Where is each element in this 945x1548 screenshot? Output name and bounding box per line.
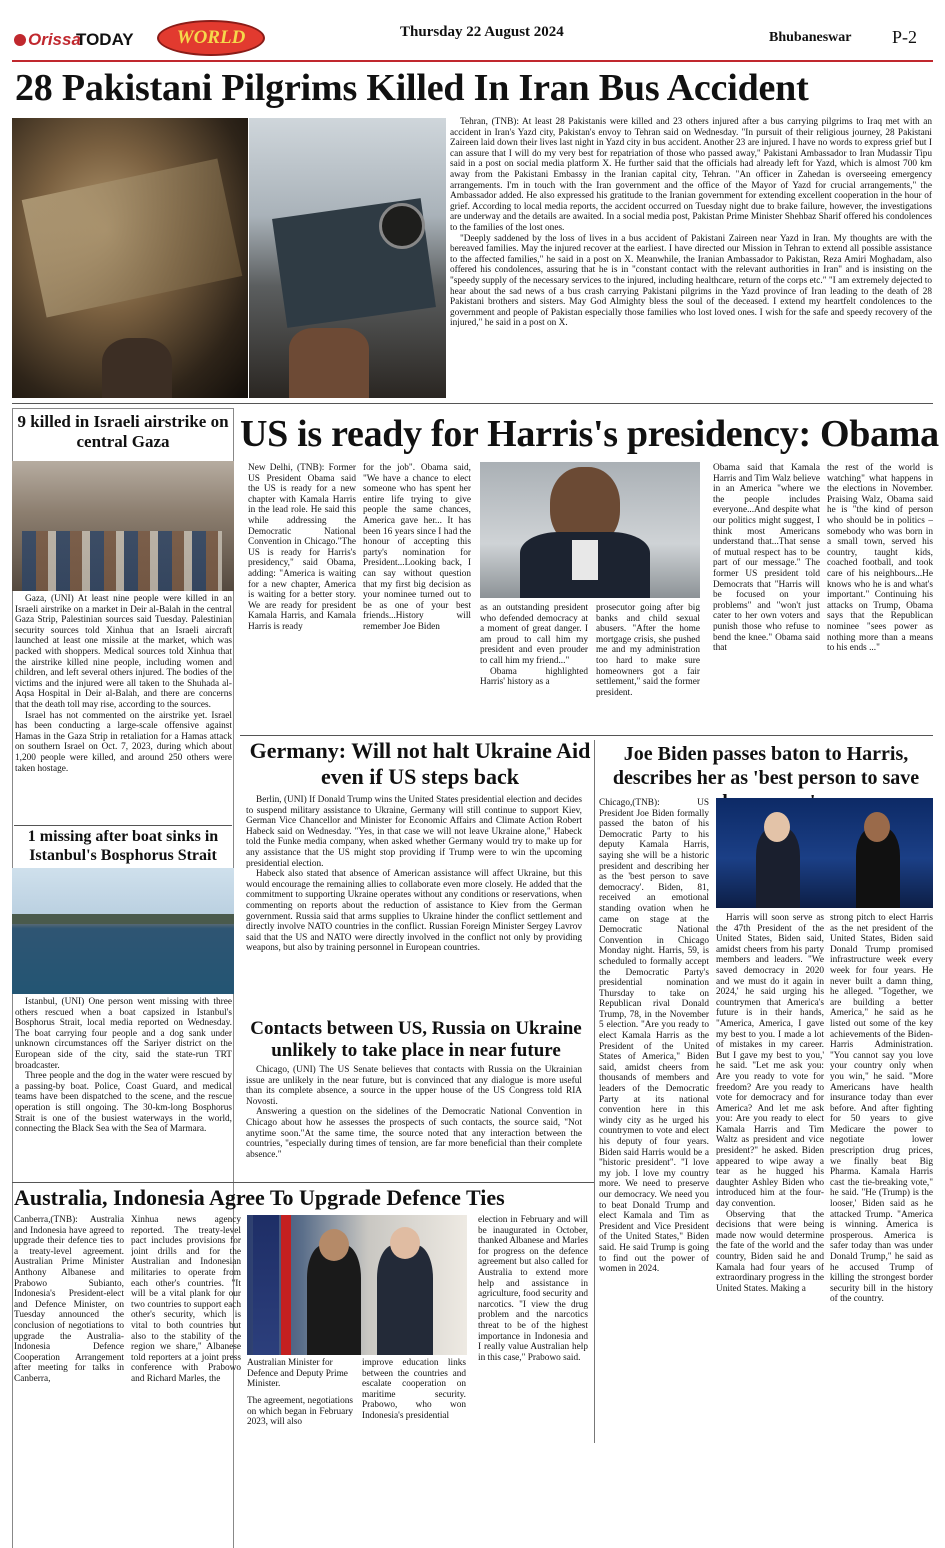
australia-col-2: Xinhua news agency reported. The treaty-level pact includes provisions for joint drills and for the Australian and Indonesian militaries to operate from each other's countries. "It will be a vital plank for our two countries to support each other's security, which is vital to both countries but also to the stability of the region we share," Albanese told reporters at a joint press conference with Prabowo and Richard Marles, the	[131, 1215, 241, 1384]
logo-globe-icon	[14, 34, 26, 46]
germany-headline: Germany: Will not halt Ukraine Aid even if US steps back	[249, 738, 591, 789]
biden-col-2-para-2: Observing that the decisions that were being made now would determine the fate of the world and the country, Biden said he and Kamala had four years of extraordinary progress in the United States. Making a	[716, 1209, 824, 1294]
logo-main: TODAY	[76, 30, 134, 49]
australia-headline: Australia, Indonesia Agree To Upgrade Defence Ties	[14, 1185, 505, 1210]
obama-col-1: New Delhi, (TNB): Former US President Obama said the US is ready for a new chapter with Kamala Harris in the lead role. He said this while addressing the Democratic National Convention in Chicago."The US is ready for Harris's presidency," said Obama, adding: "America is waiting for a new chapter, America is waiting for a better story. We are ready for president Kamala Harris, and Kamala Harris is ready	[248, 463, 356, 632]
obama-col-3-para-1: as an outstanding president who defended democracy at a moment of great danger. I am proud to call him my president and even prouder to call him my friend..."	[480, 603, 588, 666]
lead-body	[450, 117, 932, 399]
australia-rule	[12, 1182, 594, 1183]
australia-col-1: Canberra,(TNB): Australia and Indonesia have agreed to upgrade their defence ties to a treaty-level agreement. Australian Prime Minister Anthony Albanese and Prabowo Subianto, Indonesia's President-elect and Defence Minister, on Tuesday announced the conclusion of negotiations to upgrade the Australia-Indonesia Defence Cooperation Arrangement after meeting for talks in Canberra,	[14, 1215, 124, 1384]
logo	[14, 30, 149, 58]
lead-rule	[12, 403, 933, 404]
biden-headline: Joe Biden passes baton to Harris, describes her as 'best person to save	[612, 743, 920, 789]
contacts-paragraph-2: Answering a question on the sidelines of the Democratic National Convention in Chicago about how he assesses the prospects of such contacts, the source said, "Not anytime soon."At the same time, the source noted that any interaction between the countries, "especially during times of tension, are far more beneficial than their complete absence."	[246, 1107, 582, 1160]
australia-col-3: The agreement, negotiations on which began in February 2023, will also	[247, 1396, 353, 1428]
biden-col-2	[716, 913, 824, 1443]
obama-col-3-para-2: Obama highlighted Harris' history as a	[480, 666, 588, 688]
istanbul-paragraph-1: Istanbul, (UNI) One person went missing with three others rescued when a boat capsized in Istanbul's Bosphorus Strait, local media reported on Wednesday. The boat carrying four people and a dog sank under unknown circumstances off the Sariyer district on the European side of the city, said the state-run TRT broadcaster.	[15, 997, 232, 1071]
australia-col-5: election in February and will be inaugurated in October, thanked Albanese and Marles for progress on the defence agreement but also called for Australia to extend more help and assistance in agriculture, food security and narcotics. "I view the drug problem and the narcotics threat to be of the highest importance in Indonesia and I really value Australian help in this case," Prabowo said.	[478, 1215, 588, 1363]
obama-photo	[480, 462, 700, 598]
bosphorus-photo	[12, 868, 234, 994]
obama-rule	[240, 735, 933, 736]
obama-col-3	[480, 603, 588, 733]
biden-harris-photo	[716, 798, 933, 908]
albanese-prabowo-photo	[247, 1215, 467, 1355]
istanbul-headline: 1 missing after boat sinks in Istanbul's Bosphorus Strait	[27, 828, 219, 864]
germany-paragraph-2: Habeck also stated that absence of American assistance will affect Ukraine, but this would encourage the remaining allies to collaborate even more closely. He added that the commitment to supporting Ukraine operates without any conditions or reservations, when commenting on reports about the reduction of assistance to Kiev from the German government. Russia said that arms supplies to Ukraine hinder the conflict settlement and directly involve NATO countries in the conflict. Russian Foreign Minister Sergey Lavrov said that the US and NATO were directly involved in the conflict not only by providing weapons, but also by training personnel in European countries.	[246, 869, 582, 954]
biden-divider	[594, 740, 595, 1443]
obama-headline: US is ready for Harris's presidency: Obama	[240, 413, 939, 455]
australia-col-4: improve education links between the countries and escalate cooperation on maritime security. Prabowo, who won Indonesia's presidential	[362, 1358, 466, 1421]
istanbul-paragraph-2: Three people and the dog in the water were rescued by a passing-by boat. Police, Coast Guard, and medical teams have been dispatched to the scene, and the rescue operation is still ongoing. The 30-km-long Bosphorus Strait is one of the busiest waterways in the world, connecting the Black Sea with the Sea of Marmara.	[15, 1071, 232, 1135]
obama-col-6: the rest of the world is watching" what happens in the elections in November. Praising Walz, Obama said he is "the kind of person who should be in politics – somebody who was born in a small town, served his country, taught kids, coached football, and took care of his neighbours...He knows who he is and what's important." Continuing his attacks on Trump, Obama says that the Republican nominee "sees power as nothing more than a means to his ends ..."	[827, 463, 933, 654]
lead-paragraph-2: "Deeply saddened by the loss of lives in a bus accident of Pakistani Zaireen near Yazd in Iran. My thoughts are with the bereaved families. May the injured recover at the earliest. I have directed our Mission in Tehran to extend all possible assistance to the affected families," he said in a post on X. Meanwhile, the Iranian Ambassador to Pakistan, Reza Amiri Moghadam, also offered his condolences, assuring that he is in "constant contact with the relevant authorities in Iran" and is insisting on the "speedy supply of the necessary services to the injured, including healthcare, return of the corps etc." "I am extremely dejected to hear about the sad news of a bus crash carrying Pakistani pilgrims in the Yazd province of Iran leading to the death of 28 Pakistani brothers and sisters. May God Almighty bless the soul of the deceased. I extend my heartfelt condolences to the government and people of Pakistan especially those families who lost loved ones. I wish for the safe and speedy recovery of the injured," he said in a post on X.	[450, 233, 932, 329]
gaza-crowd-photo	[12, 461, 234, 591]
bus-wreck-photo-left	[12, 118, 248, 398]
obama-col-4: prosecutor going after big banks and child sexual abusers. "After the home mortgage crisis, she pushed me and my administration too hard to make sure homeowners got a fair settlement," said the former president.	[596, 603, 700, 698]
istanbul-rule	[14, 825, 232, 826]
lead-paragraph-1: Tehran, (TNB): At least 28 Pakistanis were killed and 23 others injured after a bus carrying pilgrims to Iraq met with an accident in Iran's Yazd city, Pakistan's envoy to Tehran said on Wednesday. "In pursuit of their religious journey, 28 Pakistani Zaireen laid down their lives last night in Yazd city in bus accident. Another 23 are injured. I have no words to express grief but I can assure that I will do my very best for repatriation of those who passed away," Pakistani Ambassador to Iran Mudassir Tipu said in a post on social media platform X. He further said that the officials had already left for Yazd, which is almost 700 km away from the Pakistani Embassy in the Iranian capital city, Tehran. "An officer in Zahedan is overseeing emergency arrangements. I'm in touch with the Iran government and the office of the Mayor of Yazd for crucial arrangements," the Ambassador added. He also expressed his gratitude to the Iranian government for extending excellent cooperation in the hour of grief. According to local media reports, the accident occurred on Tuesday night due to brake failure, however, the investigations are underway and the details are awaited. In a social media post, Pakistan Prime Minister Shehbaz Sharif offered his condolences to the families of the lost ones.	[450, 117, 932, 233]
section-badge	[157, 20, 265, 56]
section-label: WORLD	[176, 27, 246, 48]
germany-paragraph-1: Berlin, (UNI) If Donald Trump wins the United States presidential election and decides to suspend military assistance to Ukraine, Germany will still continue to support Kiev, German Vice Chancellor and Minister for Economic Affairs and Climate Action Robert Habeck said on Wednesday. "Yes, in that case we will not leave Ukraine alone," Habeck told the Funke media company, when asked whether Germany would try to make up for any assistance that the US might stop providing if Trump were to win the upcoming presidential election.	[246, 795, 582, 869]
obama-col-5: Obama said that Kamala Harris and Tim Walz believe in an America "where we the people includes everyone...And despite what our politics might suggest, I think most Americans understand that...That sense of mutual respect has to be part of our message." The former US president told Democrats that "Harris will be focused on your problems" and "won't just cater to her own voters and punish those who refuse to bend the knee." Obama said that	[713, 463, 820, 654]
gaza-paragraph-1: Gaza, (UNI) At least nine people were killed in an Israeli airstrike on a market in Deir al-Balah in the central Gaza Strip, Palestinian sources said Tuesday. Palestinian security sources told Xinhua that an Israeli aircraft launched at least one missile at the market, which was packed with shoppers. Medical sources told Xinhua that the airstrike killed nine people, including women and children, and left several others injured. The bodies of the victims and the injured were all taken to the Shuhada al-Aqsa Hospital in Deir al-Balah, and there are concerns that the death toll may rise, according to the sources.	[15, 594, 232, 710]
biden-col-3: strong pitch to elect Harris as the net president of the United States, Biden said Donald Trump promised infrastructure week every week for four years. He never built a damn thing, he alleged. "Together, we are building a better America," he said as he listed out some of the key achievements of the Biden-Harris Administration. "You cannot say you love your country only when you win," he said. "More Americans have health insurance today than ever before. And after fighting for 50 years to give Medicare the power to negotiate lower prescription drug prices, we finally beat Big Pharma. Kamala Harris cast the tie-breaking vote," he said. "He (Trump) is the looser,' Biden said as he attacked Trump. "America is winning. America is prosperous. America is safer today than was under Donald Trump," he said as he accused Trump of killing the strongest border security bill in the history of the country.	[830, 913, 933, 1305]
australia-photo-caption: Australian Minister for Defence and Deputy Prime Minister.	[247, 1358, 348, 1390]
biden-col-1: Chicago,(TNB): US President Joe Biden formally passed the baton of his Democratic Party to his deputy Kamala Harris, saying she will be a historic president and describing her as the 'best person to save democracy'. Biden, 81, received an emotional standing ovation when he came on stage at the Democratic National Convention in Chicago Monday night. Harris, 59, is scheduled to formally accept the Democratic Party's presidential nomination Thursday to take on Republican rival Donald Trump, 78, in the November 5 election. "Are you ready to elect Kamala Harris as the President of the United States of America," Biden said, amidst cheers from thousands of members and leaders of the Democratic Party at its national convention here in this windy city as he urged his countrymen to vote and elect his deputy of four years. Biden said Harris would be a "historic president". "I love my job. I love my country more. We need to preserve our democracy. We need you to beat Donald Trump and elect Kamala and Tim as President and Vice President of the United States," Biden said. He said Trump is going to find out the power of women in 2024.	[599, 798, 709, 1275]
obama-col-2: for the job". Obama said, "We have a chance to elect someone who has spent her entire life trying to give people the same chances, America gave her... It has been 16 years since I had the honour of accepting this party's nomination for President...Looking back, I can say without question that my first big decision as your nominee turned out to be as one of your best friends...History will remember Joe Biden	[363, 463, 471, 632]
lead-headline: 28 Pakistani Pilgrims Killed In Iran Bus Accident	[15, 67, 809, 109]
gaza-paragraph-2: Israel has not commented on the airstrike yet. Israel has been conducting a large-scale offensive against Hamas in the Gaza Strip in retaliation for a Hamas attack on southern Israel on Oct. 7, 2023, during which about 1,200 people were killed, and around 250 others were taken hostage.	[15, 710, 232, 774]
page-number: P-2	[892, 27, 918, 47]
biden-col-2-para-1: Harris will soon serve as the 47th President of the United States, Biden said, amidst cheers from his party members and leaders. "We saved democracy in 2020 and we must do it again in 2024,' he said urging his countrymen that America's future is in their hands, "America, America, I gave my best to you. I made a lot of mistakes in my career. But I gave my best to you,' he said. "Let me ask you: Are you ready to vote for freedom? Are you ready to vote for democracy and for America? And let me ask you: Are you ready to elect Kamala Harris and Tim Waltz as president and vice president?" he asked. Biden appeared to wipe away a tear as he hugged his daughter Ashley Biden who introduced him at the four-day convention.	[716, 913, 824, 1210]
logo-prefix: Orissa	[28, 30, 81, 49]
gaza-body	[15, 594, 232, 824]
issue-date: Thursday 22 August 2024	[400, 24, 564, 40]
bus-wreck-photo-right	[249, 118, 446, 398]
city: Bhubaneswar	[769, 30, 852, 45]
masthead	[0, 0, 945, 64]
contacts-headline: Contacts between US, Russia on Ukraine unlikely to take place in near future	[250, 1018, 582, 1061]
gaza-headline: 9 killed in Israeli airstrike on central Gaza	[17, 412, 229, 451]
germany-body	[246, 795, 582, 1015]
contacts-body	[246, 1065, 582, 1177]
masthead-rule	[12, 60, 933, 62]
istanbul-body	[15, 997, 232, 1152]
contacts-paragraph-1: Chicago, (UNI) The US Senate believes that contacts with Russia on the Ukrainian issue are unlikely in the near future, but is convinced that any dialogue is more useful than its complete absence, a source in the upper house of the US Congress told RIA Novosti.	[246, 1065, 582, 1107]
